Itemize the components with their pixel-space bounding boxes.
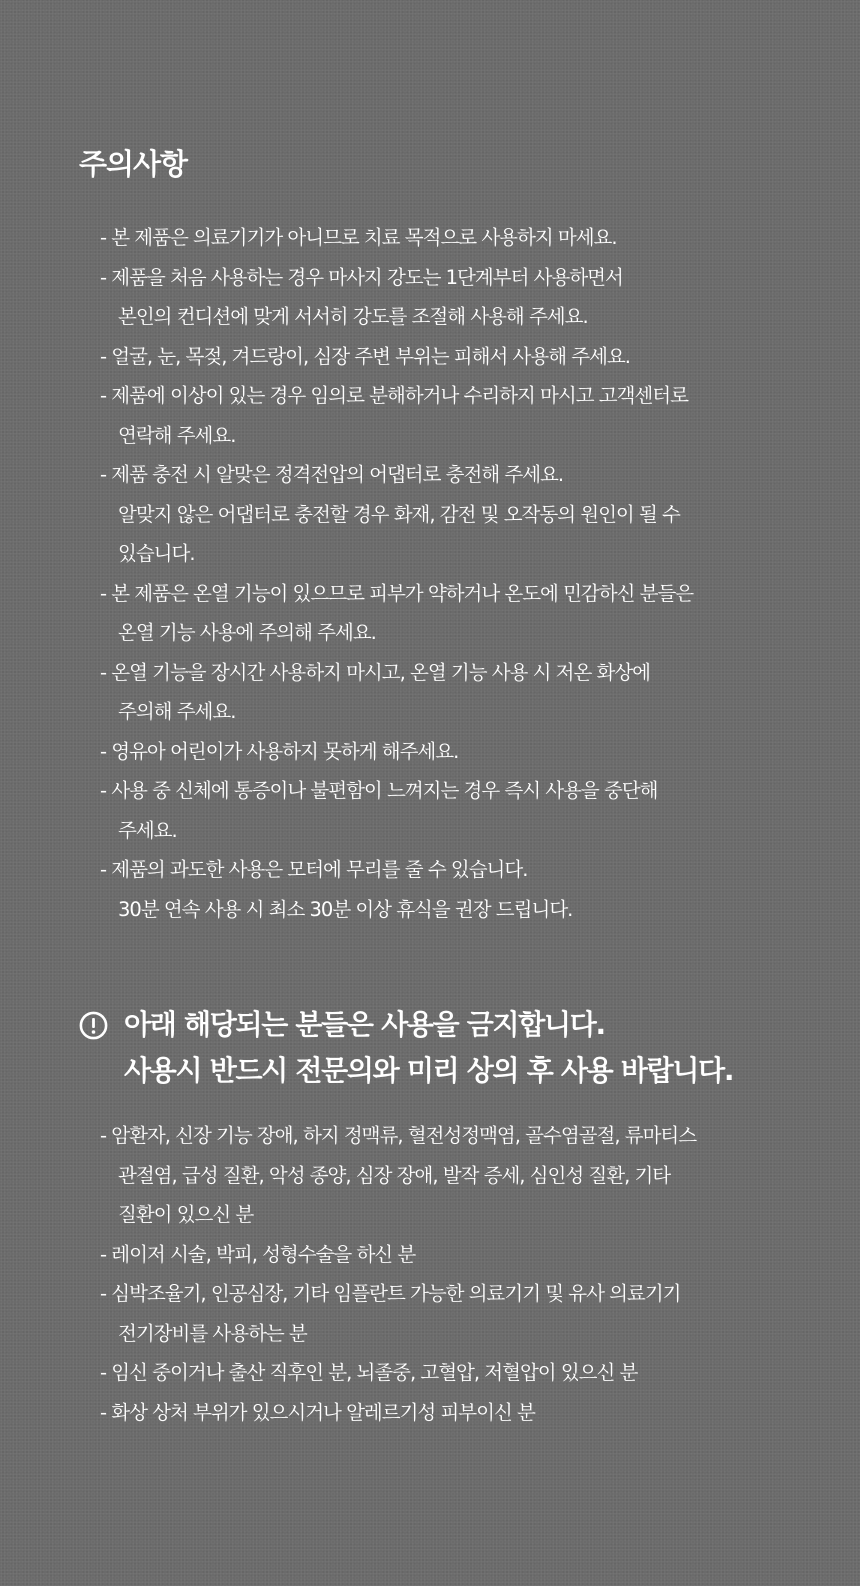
prohibition-headline-line-1: 아래 해당되는 분들은 사용을 금지합니다. — [124, 1008, 605, 1041]
prohibited-users-list — [100, 1116, 800, 1432]
list-item-line: 본인의 컨디션에 맞게 서서히 강도를 조절해 사용해 주세요. — [118, 305, 588, 328]
list-item — [100, 653, 800, 732]
list-item — [100, 455, 800, 574]
list-item-line: 전기장비를 사용하는 분 — [118, 1321, 307, 1345]
list-item — [100, 1235, 800, 1275]
list-item — [100, 337, 800, 377]
list-item-line: 질환이 있으신 분 — [118, 1203, 254, 1226]
list-item-line: - 제품 충전 시 알맞은 정격전압의 어댑터로 충전해 주세요. — [100, 463, 564, 486]
exclamation-circle-icon — [79, 1011, 108, 1040]
list-item-line: - 사용 중 신체에 통증이나 불편함이 느껴지는 경우 즉시 사용을 중단해 — [100, 779, 658, 802]
list-item-line: - 본 제품은 온열 기능이 있으므로 피부가 약하거나 온도에 민감하신 분들은 — [100, 581, 694, 605]
list-item-line: 관절염, 급성 질환, 악성 종양, 심장 장애, 발작 증세, 심인성 질환, 기타 — [118, 1163, 671, 1187]
list-item-line: 알맞지 않은 어댑터로 충전할 경우 화재, 감전 및 오작동의 원인이 될 수 — [118, 502, 680, 526]
list-item — [100, 376, 800, 455]
list-item-line: - 임신 중이거나 출산 직후인 분, 뇌졸중, 고혈압, 저혈압이 있으신 분 — [100, 1361, 638, 1384]
list-item — [100, 574, 800, 653]
list-item — [100, 771, 800, 850]
list-item-line: - 화상 상처 부위가 있으시거나 알레르기성 피부이신 분 — [100, 1400, 535, 1424]
list-item-line: 30분 연속 사용 시 최소 30분 이상 휴식을 권장 드립니다. — [118, 897, 573, 921]
list-item-line: - 암환자, 신장 기능 장애, 하지 정맥류, 혈전성정맥염, 골수염골절, 류마티스 — [100, 1124, 697, 1147]
list-item-line: - 제품을 처음 사용하는 경우 마사지 강도는 1단계부터 사용하면서 — [100, 265, 623, 289]
list-item-line: 온열 기능 사용에 주의해 주세요. — [118, 621, 376, 644]
list-item-line: - 영유아 어린이가 사용하지 못하게 해주세요. — [100, 739, 459, 763]
prohibition-headline — [124, 1002, 733, 1094]
list-item-line: - 제품의 과도한 사용은 모터에 무리를 줄 수 있습니다. — [100, 858, 528, 881]
list-item-line: 연락해 주세요. — [118, 423, 236, 447]
list-item — [100, 218, 800, 258]
caution-list — [100, 218, 800, 929]
list-item-line: - 심박조율기, 인공심장, 기타 임플란트 가능한 의료기기 및 유사 의료기기 — [100, 1282, 681, 1305]
list-item — [100, 850, 800, 929]
list-item — [100, 1353, 800, 1393]
list-item — [100, 258, 800, 337]
list-item-line: - 본 제품은 의료기기가 아니므로 치료 목적으로 사용하지 마세요. — [100, 226, 617, 249]
list-item-line: - 얼굴, 눈, 목젖, 겨드랑이, 심장 주변 부위는 피해서 사용해 주세요. — [100, 344, 630, 368]
list-item-line: - 제품에 이상이 있는 경우 임의로 분해하거나 수리하지 마시고 고객센터로 — [100, 384, 688, 407]
list-item-line: 있습니다. — [118, 542, 195, 565]
list-item — [100, 732, 800, 772]
list-item — [100, 1393, 800, 1433]
list-item-line: 주세요. — [118, 818, 177, 842]
prohibition-headline-line-2: 사용시 반드시 전문의와 미리 상의 후 사용 바랍니다. — [124, 1054, 734, 1087]
list-item-line: 주의해 주세요. — [118, 700, 236, 723]
caution-title: 주의사항 — [79, 147, 188, 181]
list-item-line: - 레이저 시술, 박피, 성형수술을 하신 분 — [100, 1242, 416, 1266]
list-item — [100, 1116, 800, 1235]
list-item — [100, 1274, 800, 1353]
list-item-line: - 온열 기능을 장시간 사용하지 마시고, 온열 기능 사용 시 저온 화상에 — [100, 660, 651, 684]
